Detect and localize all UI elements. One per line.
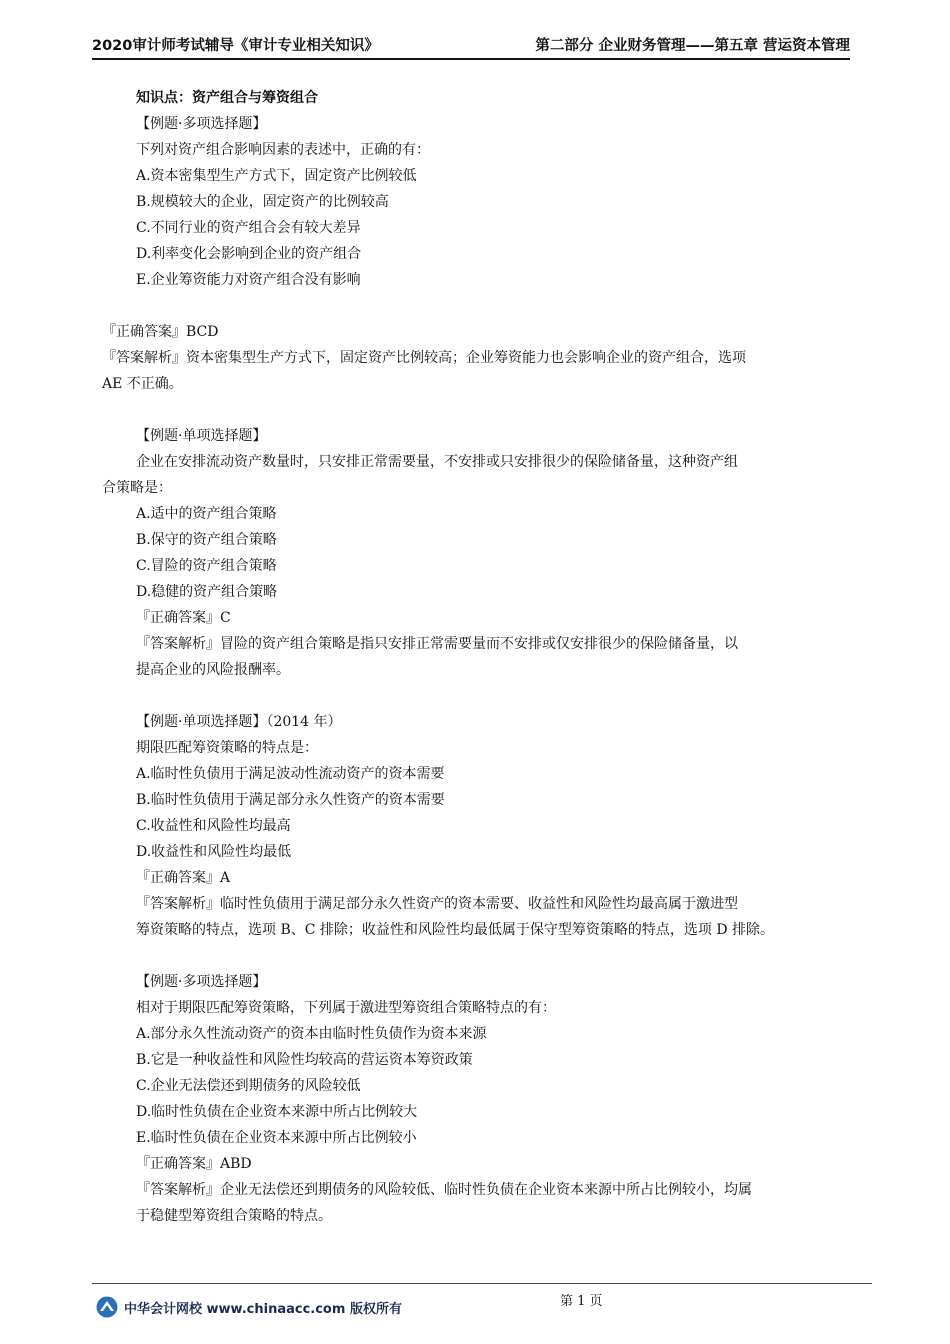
question-stem: 企业在安排流动资产数量时，只安排正常需要量，不安排或只安排很少的保险储备量，这种资产组 <box>136 454 738 470</box>
question-year: （2014 年） <box>266 714 342 730</box>
answer-analysis: 『答案解析』临时性负债用于满足部分永久性资产的资本需要、收益性和风险性均最高属于激进型 <box>136 896 738 912</box>
option-b: B.规模较大的企业，固定资产的比例较高 <box>136 194 389 210</box>
question-tag: 【例题·多项选择题】 <box>136 116 267 132</box>
option-e: E.临时性负债在企业资本来源中所占比例较小 <box>136 1130 417 1146</box>
option-a: A.部分永久性流动资产的资本由临时性负债作为资本来源 <box>136 1026 487 1042</box>
correct-answer: 『正确答案』BCD <box>102 324 219 340</box>
option-d: D.利率变化会影响到企业的资产组合 <box>136 246 362 262</box>
answer-analysis: 筹资策略的特点，选项 B、C 排除；收益性和风险性均最低属于保守型筹资策略的特点，选项 D 排除。 <box>136 922 775 938</box>
header-chapter-title: 第二部分 企业财务管理——第五章 营运资本管理 <box>535 38 850 54</box>
option-b: B.它是一种收益性和风险性均较高的营运资本筹资政策 <box>136 1052 473 1068</box>
option-b: B.保守的资产组合策略 <box>136 532 277 548</box>
option-c: C.不同行业的资产组合会有较大差异 <box>136 220 361 236</box>
answer-analysis: 『答案解析』冒险的资产组合策略是指只安排正常需要量而不安排或仅安排很少的保险储备量，以 <box>136 636 738 652</box>
question-stem: 下列对资产组合影响因素的表述中，正确的有： <box>136 142 430 158</box>
question-tag-line <box>136 712 342 732</box>
question-tag: 【例题·多项选择题】 <box>136 974 267 990</box>
option-d: D.收益性和风险性均最低 <box>136 844 292 860</box>
option-a: A.临时性负债用于满足波动性流动资产的资本需要 <box>136 766 445 782</box>
answer-analysis: AE 不正确。 <box>102 376 183 392</box>
option-e: E.企业筹资能力对资产组合没有影响 <box>136 272 361 288</box>
option-b: B.临时性负债用于满足部分永久性资产的资本需要 <box>136 792 445 808</box>
footer-brand: 中华会计网校 www.chinaacc.com 版权所有 <box>124 1302 402 1317</box>
question-stem: 合策略是： <box>102 480 172 496</box>
answer-analysis: 提高企业的风险报酬率。 <box>136 662 290 678</box>
page-number: 第 1 页 <box>560 1294 603 1309</box>
option-d: D.稳健的资产组合策略 <box>136 584 278 600</box>
question-tag: 【例题·单项选择题】 <box>136 428 267 444</box>
question-stem: 相对于期限匹配筹资策略，下列属于激进型筹资组合策略特点的有： <box>136 1000 556 1016</box>
correct-answer: 『正确答案』ABD <box>136 1156 252 1172</box>
option-c: C.收益性和风险性均最高 <box>136 818 291 834</box>
correct-answer: 『正确答案』C <box>136 610 231 626</box>
section-title: 知识点：资产组合与筹资组合 <box>136 90 318 106</box>
answer-analysis: 于稳健型筹资组合策略的特点。 <box>136 1208 332 1224</box>
question-tag: 【例题·单项选择题】 <box>136 714 267 730</box>
option-c: C.企业无法偿还到期债务的风险较低 <box>136 1078 361 1094</box>
header-course-title: 2020审计师考试辅导《审计专业相关知识》 <box>92 38 379 54</box>
answer-analysis: 『答案解析』资本密集型生产方式下，固定资产比例较高；企业筹资能力也会影响企业的资产组合，选项 <box>102 350 746 366</box>
option-d: D.临时性负债在企业资本来源中所占比例较大 <box>136 1104 418 1120</box>
answer-analysis: 『答案解析』企业无法偿还到期债务的风险较低、临时性负债在企业资本来源中所占比例较小，均属 <box>136 1182 752 1198</box>
option-a: A.资本密集型生产方式下，固定资产比例较低 <box>136 168 417 184</box>
chinaacc-logo-icon <box>96 1296 118 1318</box>
option-a: A.适中的资产组合策略 <box>136 506 277 522</box>
option-c: C.冒险的资产组合策略 <box>136 558 277 574</box>
correct-answer: 『正确答案』A <box>136 870 231 886</box>
footer-divider <box>92 1283 872 1284</box>
page-header <box>92 30 850 60</box>
question-stem: 期限匹配筹资策略的特点是： <box>136 740 318 756</box>
